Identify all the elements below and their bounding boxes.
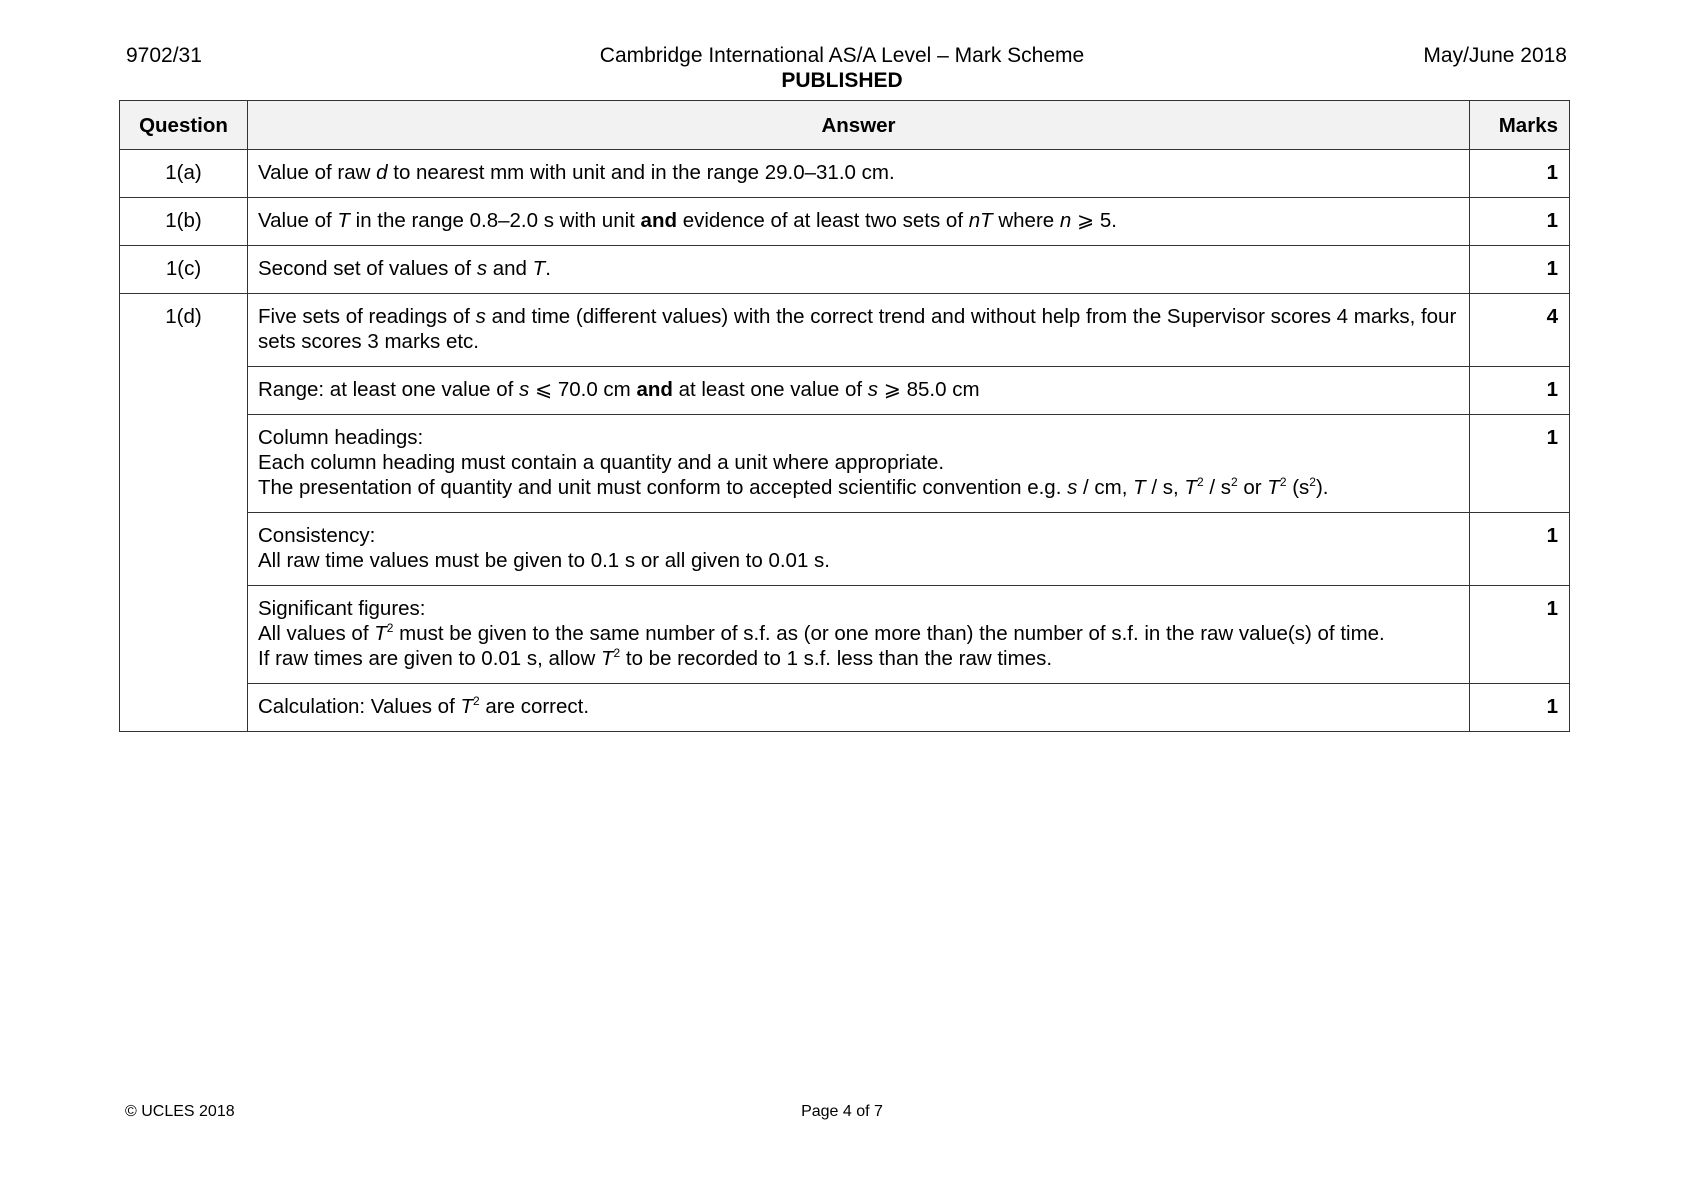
answer-text (248, 150, 1470, 198)
table-row (120, 294, 1570, 367)
answer-column-header: Answer (248, 101, 1470, 150)
answer-fragment: The presentation of quantity and unit must conform to accepted scientific convention e.g. (258, 476, 1068, 499)
answer-text (248, 246, 1470, 294)
answer-fragment: ⩾ 85.0 cm (878, 378, 980, 401)
answer-fragment: s (519, 378, 530, 401)
answer-fragment: and (636, 378, 673, 401)
answer-fragment: n (1059, 209, 1072, 232)
answer-fragment: to be recorded to 1 s.f. less than the raw times. (620, 647, 1053, 670)
marks-value: 1 (1470, 367, 1570, 415)
table-row (120, 513, 1570, 586)
marks-value: 1 (1470, 150, 1570, 198)
answer-fragment: to nearest mm with unit and in the range 29.0–31.0 cm. (387, 161, 895, 184)
answer-fragment: are correct. (479, 695, 590, 718)
table-row (120, 415, 1570, 513)
marks-value: 1 (1470, 198, 1570, 246)
marks-value: 4 (1470, 294, 1570, 367)
answer-fragment: Range: at least one value of (258, 378, 519, 401)
answer-fragment: T (337, 209, 350, 232)
marks-value: 1 (1470, 246, 1570, 294)
answer-fragment: and (640, 209, 677, 232)
answer-fragment: (s (1286, 476, 1310, 499)
answer-fragment: T (532, 257, 546, 280)
question-number: 1(b) (120, 198, 248, 246)
marks-value: 1 (1470, 513, 1570, 586)
answer-fragment: T (600, 647, 614, 670)
answer-fragment: / s, (1145, 476, 1185, 499)
marks-column-header: Marks (1470, 101, 1570, 150)
marks-value: 1 (1470, 586, 1570, 684)
table-header-row (120, 101, 1570, 150)
answer-fragment: in the range 0.8–2.0 s with unit (349, 209, 641, 232)
answer-fragment: / s (1203, 476, 1231, 499)
paper-code: 9702/31 (126, 44, 202, 67)
answer-fragment: Value of raw (258, 161, 377, 184)
answer-fragment: T (1184, 476, 1197, 499)
marks-value: 1 (1470, 415, 1570, 513)
answer-fragment: T (460, 695, 473, 718)
answer-fragment: where (992, 209, 1060, 232)
answer-fragment: s (867, 378, 879, 401)
answer-fragment: s (475, 305, 486, 328)
answer-fragment: s (476, 257, 488, 280)
answer-fragment: and (487, 257, 533, 280)
answer-fragment: Calculation: Values of (258, 695, 461, 718)
answer-fragment: Second set of values of (258, 257, 477, 280)
answer-fragment: Value of (258, 209, 338, 232)
answer-fragment: All raw time values must be given to 0.1 s or all given to 0.01 s. (258, 549, 830, 572)
answer-fragment: T (1267, 476, 1280, 499)
question-number: 1(d) (120, 294, 248, 732)
answer-fragment: evidence of at least two sets of (677, 209, 969, 232)
published-label: PUBLISHED (781, 69, 903, 92)
superscript: 2 (613, 646, 621, 660)
answer-fragment: All values of (258, 622, 375, 645)
copyright-notice: © UCLES 2018 (125, 1103, 235, 1120)
answer-fragment: ). (1315, 476, 1329, 499)
answer-text (248, 415, 1470, 513)
superscript: 2 (386, 621, 394, 635)
superscript: 2 (1309, 475, 1316, 489)
answer-fragment: ⩽ 70.0 cm (529, 378, 637, 401)
answer-fragment: Column headings: (258, 426, 424, 449)
superscript: 2 (1279, 475, 1287, 489)
answer-text (248, 198, 1470, 246)
answer-fragment: T (374, 622, 387, 645)
table-row (120, 198, 1570, 246)
answer-text (248, 684, 1470, 732)
table-row (120, 684, 1570, 732)
answer-text (248, 586, 1470, 684)
answer-fragment: T (1133, 476, 1146, 499)
table-row (120, 246, 1570, 294)
answer-fragment: and time (different values) with the correct trend and without help from the Supervisor scores 4 marks, four sets scores 3 marks etc. (258, 305, 1457, 353)
table-row (120, 150, 1570, 198)
document-title: Cambridge International AS/A Level – Mark Scheme (599, 44, 1085, 67)
question-number: 1(a) (120, 150, 248, 198)
exam-session: May/June 2018 (1423, 44, 1567, 67)
answer-text (248, 513, 1470, 586)
answer-fragment: . (545, 257, 551, 280)
superscript: 2 (473, 694, 480, 708)
answer-fragment: / cm, (1077, 476, 1134, 499)
question-column-header: Question (120, 101, 248, 150)
answer-fragment: or (1237, 476, 1268, 499)
answer-fragment: at least one value of (672, 378, 868, 401)
marks-value: 1 (1470, 684, 1570, 732)
answer-text (248, 294, 1470, 367)
answer-fragment: Each column heading must contain a quantity and a unit where appropriate. (258, 451, 945, 474)
answer-fragment: Consistency: (258, 524, 376, 547)
mark-scheme-table (119, 100, 1570, 732)
answer-fragment: ⩾ 5. (1071, 209, 1117, 232)
answer-fragment: must be given to the same number of s.f. as (or one more than) the number of s.f. in the raw value(s) of time. (393, 622, 1385, 645)
table-row (120, 367, 1570, 415)
answer-fragment: Five sets of readings of (258, 305, 476, 328)
table-row (120, 586, 1570, 684)
answer-fragment: If raw times are given to 0.01 s, allow (258, 647, 601, 670)
question-number: 1(c) (120, 246, 248, 294)
answer-fragment: s (1067, 476, 1078, 499)
superscript: 2 (1230, 475, 1238, 489)
answer-fragment: nT (968, 209, 993, 232)
answer-fragment: Significant figures: (258, 597, 426, 620)
answer-fragment: d (376, 161, 388, 184)
superscript: 2 (1196, 475, 1204, 489)
answer-text (248, 367, 1470, 415)
page-number: Page 4 of 7 (801, 1103, 883, 1120)
